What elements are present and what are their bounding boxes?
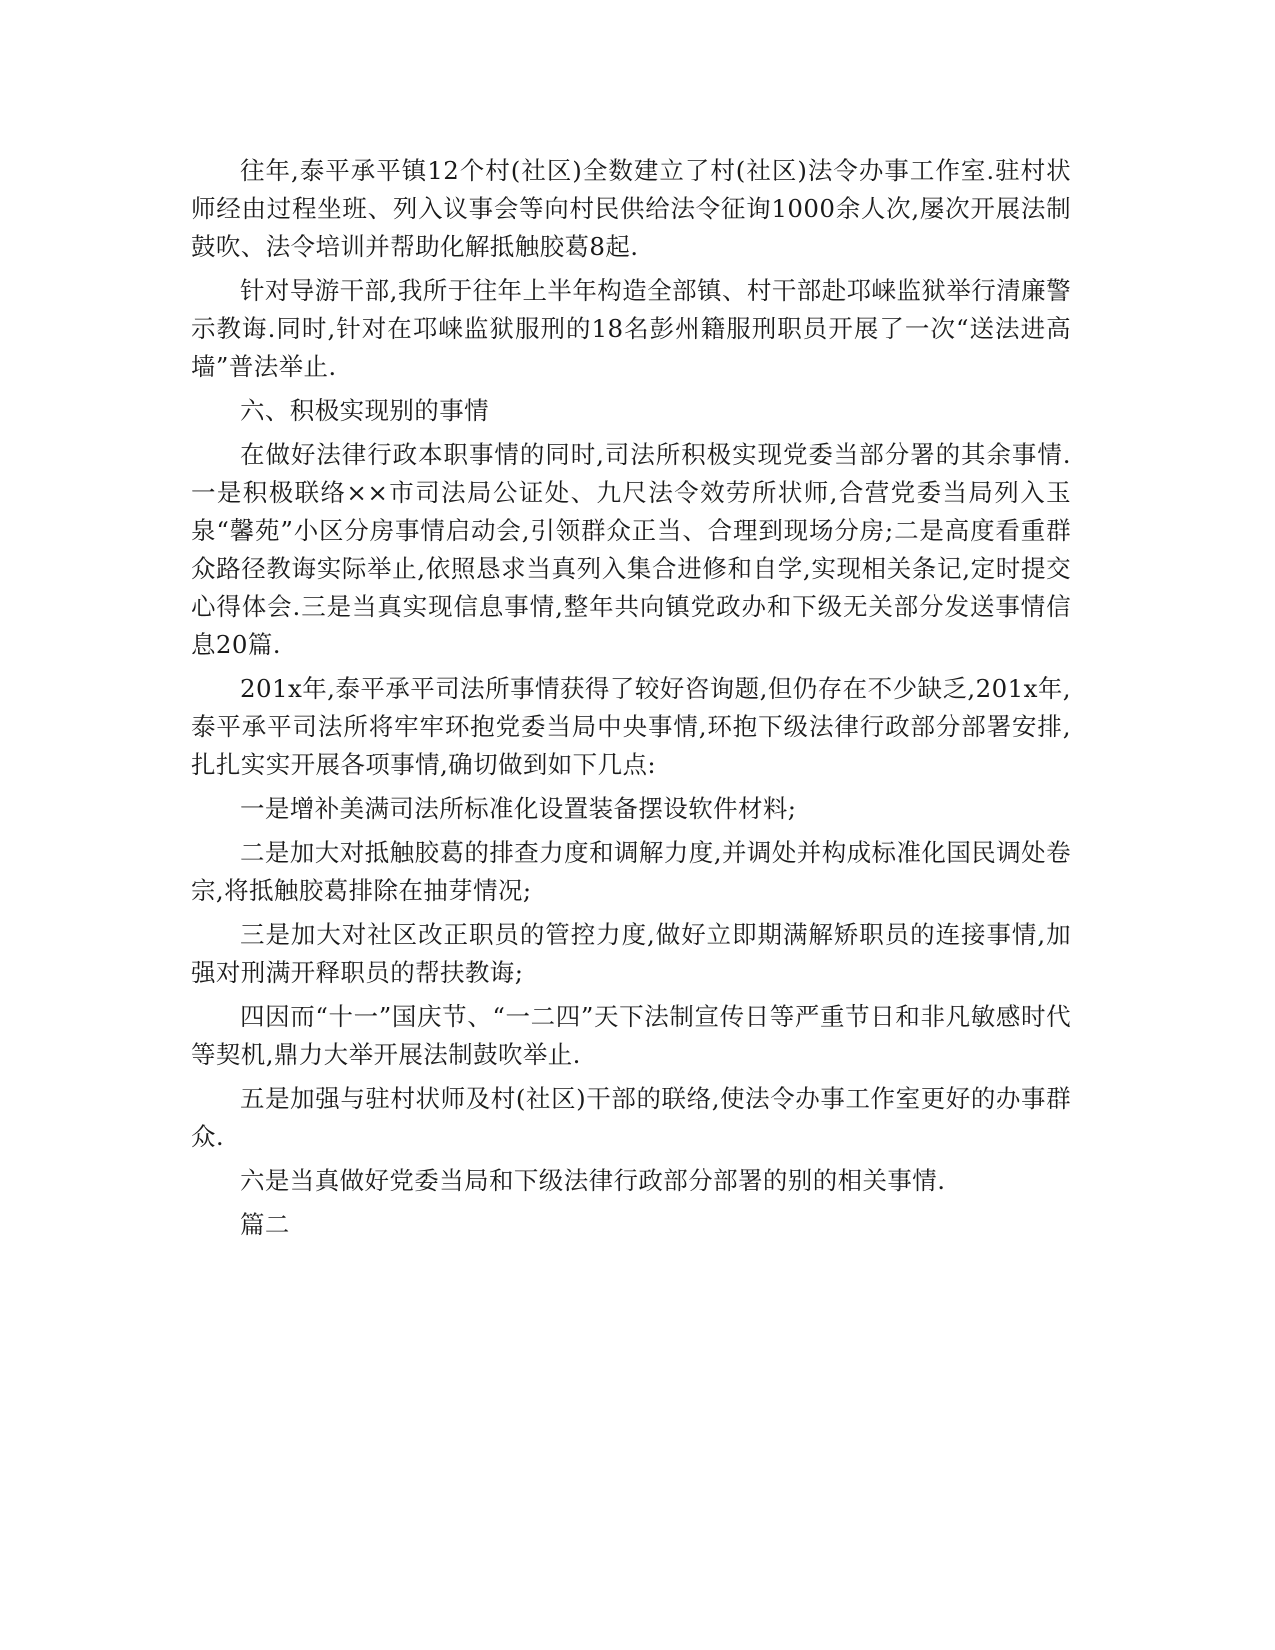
plan-item-1: 一是增补美满司法所标准化设置装备摆设软件材料;	[240, 794, 797, 823]
section-label-part-two: 篇二	[240, 1210, 290, 1239]
paragraph-next-year-plan: 201x年,泰平承平司法所事情获得了较好咨询题,但仍存在不少缺乏,201x年,泰平承平司法所将牢牢环抱党委当局中央事情,环抱下级法律行政部分部署安排,扎扎实实开展各项事情,确切做到如下几点:	[191, 674, 1071, 779]
plan-item-5: 五是加强与驻村状师及村(社区)干部的联络,使法令办事工作室更好的办事群众.	[191, 1084, 1071, 1151]
section-heading-other-work: 六、积极实现别的事情	[240, 396, 489, 425]
plan-item-4: 四因而“十一”国庆节、“一二四”天下法制宣传日等严重节日和非凡敏感时代等契机,鼎力大举开展法制鼓吹举止.	[191, 1002, 1071, 1069]
paragraph-other-tasks: 在做好法律行政本职事情的同时,司法所积极实现党委当部分署的其余事情.一是积极联络××市司法局公证处、九尺法令效劳所状师,合营党委当局列入玉泉“馨苑”小区分房事情启动会,引领群众正当、合理到现场分房;二是高度看重群众路径教诲实际举止,依照恳求当真列入集合进修和自学,实现相关条记,定时提交心得体会.三是当真实现信息事情,整年共向镇党政办和下级无关部分发送事情信息20篇.	[191, 440, 1071, 659]
document-body	[191, 152, 1071, 1244]
plan-item-3: 三是加大对社区改正职员的管控力度,做好立即期满解矫职员的连接事情,加强对刑满开释职员的帮扶教诲;	[191, 920, 1071, 987]
plan-item-2: 二是加大对抵触胶葛的排查力度和调解力度,并调处并构成标准化国民调处卷宗,将抵触胶葛排除在抽芽情况;	[191, 838, 1071, 905]
paragraph-village-legal-offices: 往年,泰平承平镇12个村(社区)全数建立了村(社区)法令办事工作室.驻村状师经由过程坐班、列入议事会等向村民供给法令征询1000余人次,屡次开展法制鼓吹、法令培训并帮助化解抵触胶葛8起.	[191, 156, 1071, 261]
paragraph-warning-education: 针对导游干部,我所于往年上半年构造全部镇、村干部赴邛崃监狱举行清廉警示教诲.同时,针对在邛崃监狱服刑的18名彭州籍服刑职员开展了一次“送法进高墙”普法举止.	[191, 276, 1071, 381]
plan-item-6: 六是当真做好党委当局和下级法律行政部分部署的别的相关事情.	[240, 1166, 946, 1195]
